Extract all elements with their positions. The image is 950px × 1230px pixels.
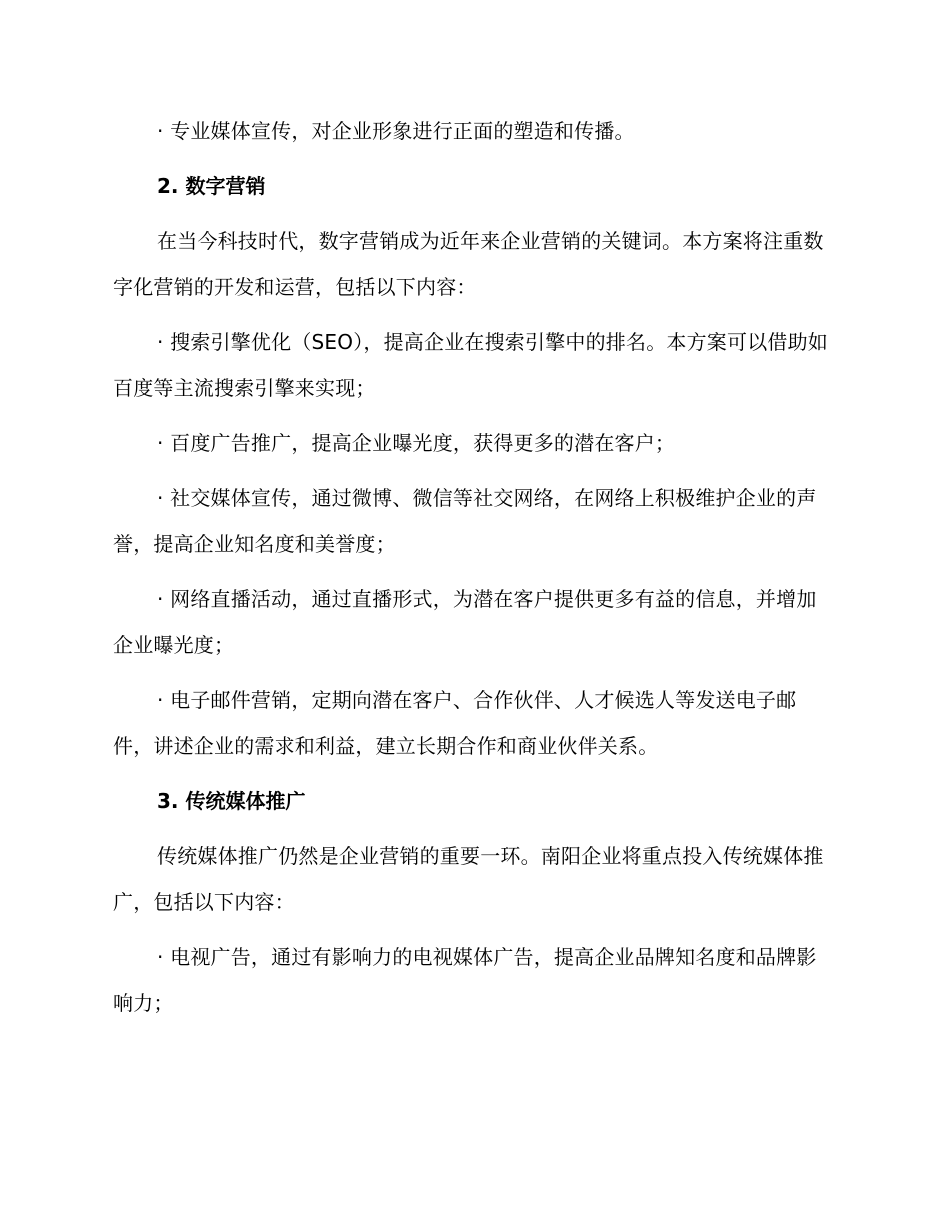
bullet-baidu-ads: · 百度广告推广，提高企业曝光度，获得更多的潜在客户； <box>157 431 676 455</box>
bullet-social-media: · 社交媒体宣传，通过微博、微信等社交网络，在网络上积极维护企业的声誉，提高企业知名度和美誉度； <box>113 486 817 556</box>
document-page <box>113 108 835 1035</box>
bullet-tv-ads: · 电视广告，通过有影响力的电视媒体广告，提高企业品牌知名度和品牌影响力； <box>113 945 817 1015</box>
bullet-media-publicity: · 专业媒体宣传，对企业形象进行正面的塑造和传播。 <box>157 119 635 143</box>
bullet-seo: · 搜索引擎优化（SEO），提高企业在搜索引擎中的排名。本方案可以借助如百度等主流搜索引擎来实现； <box>113 330 828 400</box>
body-traditional-media-intro: 传统媒体推广仍然是企业营销的重要一环。南阳企业将重点投入传统媒体推广，包括以下内容： <box>113 844 824 914</box>
body-digital-marketing-intro: 在当今科技时代，数字营销成为近年来企业营销的关键词。本方案将注重数字化营销的开发和运营，包括以下内容： <box>113 229 824 299</box>
section-heading-digital-marketing: 2. 数字营销 <box>157 174 266 198</box>
bullet-email-marketing: · 电子邮件营销，定期向潜在客户、合作伙伴、人才候选人等发送电子邮件，讲述企业的需求和利益，建立长期合作和商业伙伴关系。 <box>113 688 797 758</box>
section-heading-traditional-media: 3. 传统媒体推广 <box>157 789 306 813</box>
bullet-live-streaming: · 网络直播活动，通过直播形式，为潜在客户提供更多有益的信息，并增加企业曝光度； <box>113 587 817 657</box>
